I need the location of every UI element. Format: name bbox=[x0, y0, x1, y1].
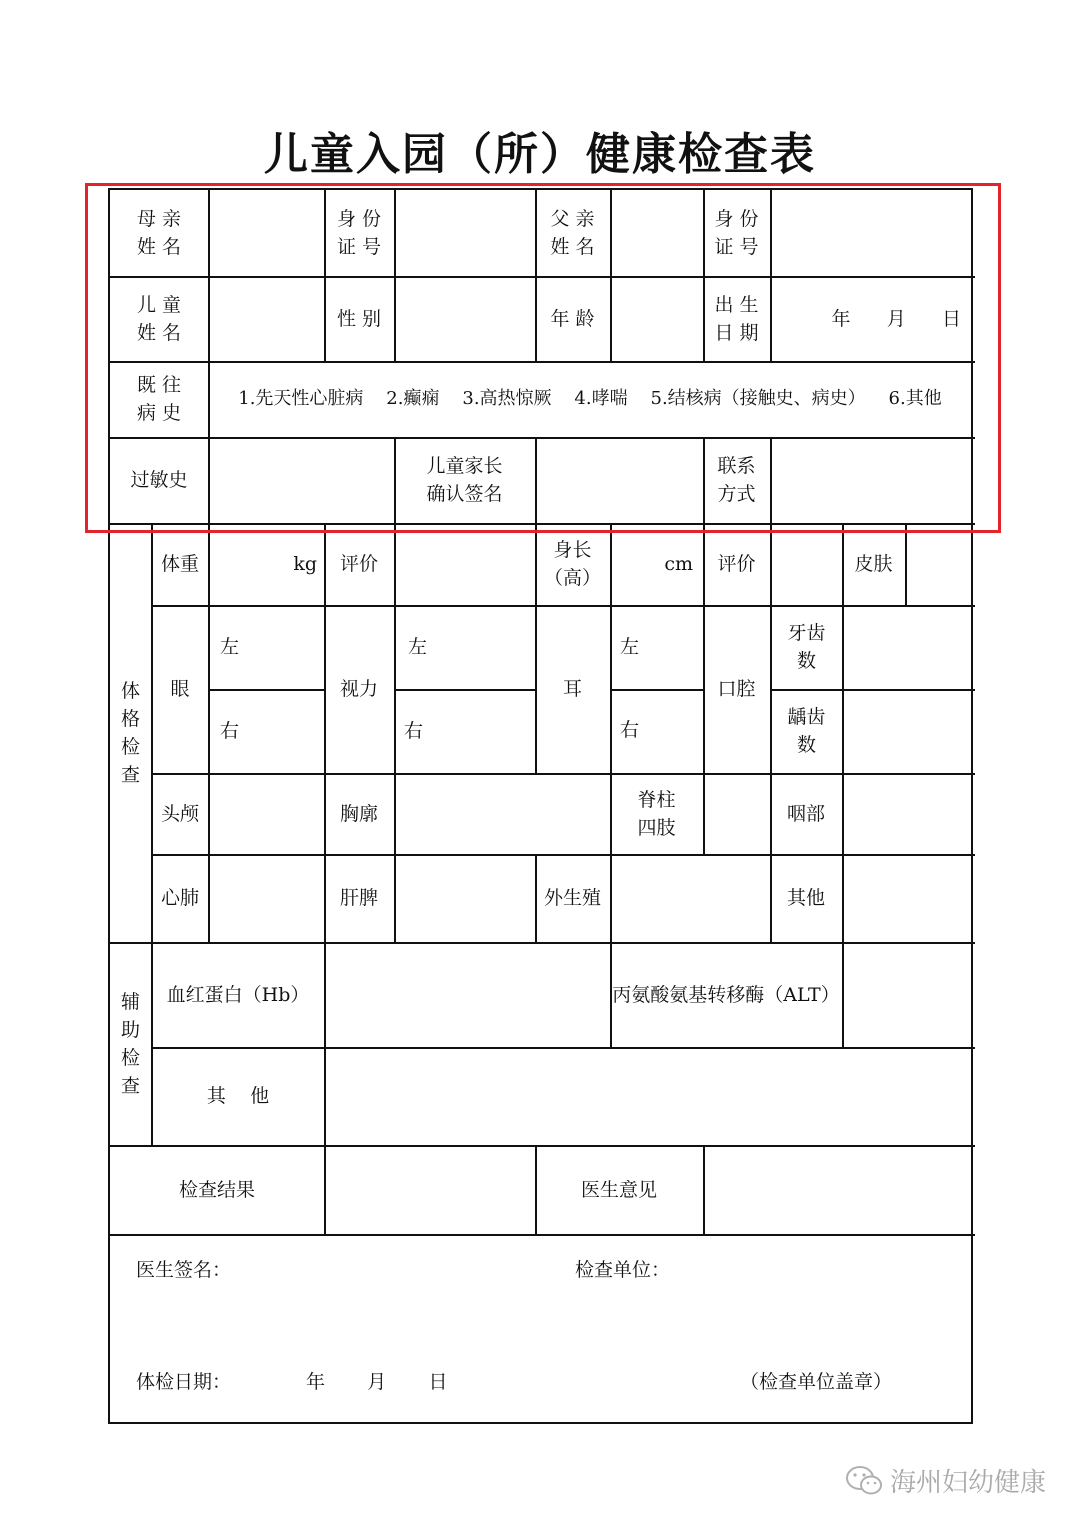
liver-spleen-field[interactable] bbox=[395, 854, 535, 942]
page-title: 儿童入园（所）健康检查表 bbox=[264, 129, 816, 180]
heart-lung-label: 心肺 bbox=[160, 887, 199, 909]
exam-result-label: 检查结果 bbox=[178, 1178, 255, 1201]
caries-count-label: 龋齿 数 bbox=[787, 706, 826, 756]
auxiliary-other-label: 其 他 bbox=[206, 1085, 270, 1107]
exam-unit-label[interactable]: 检查单位： bbox=[575, 1259, 671, 1281]
ear-label: 耳 bbox=[562, 678, 582, 700]
physical-exam-section-label: 体 格 检 查 bbox=[120, 679, 140, 786]
weight-evaluation-label: 评价 bbox=[339, 553, 378, 575]
mouth-label: 口腔 bbox=[717, 678, 756, 700]
unit-stamp-note: （检查单位盖章） bbox=[740, 1371, 893, 1393]
father-id-label: 身 份 证 号 bbox=[714, 208, 759, 258]
watermark-text: 海州妇幼健康 bbox=[889, 1468, 1046, 1498]
skin-label: 皮肤 bbox=[854, 553, 893, 575]
teeth-count-field[interactable] bbox=[843, 605, 971, 689]
spine-limbs-field[interactable] bbox=[704, 773, 770, 854]
child-name-label: 儿 童 姓 名 bbox=[136, 293, 182, 344]
height-evaluation-label: 评价 bbox=[717, 553, 756, 575]
caries-count-field[interactable] bbox=[843, 689, 971, 773]
exam-result-field[interactable] bbox=[325, 1145, 535, 1234]
age-label: 年 龄 bbox=[550, 307, 595, 330]
vision-left-label[interactable]: 左 bbox=[408, 636, 428, 658]
eye-label: 眼 bbox=[170, 678, 190, 700]
wechat-icon bbox=[844, 1464, 884, 1498]
doctor-opinion-label: 医生意见 bbox=[580, 1178, 657, 1201]
skin-field[interactable] bbox=[906, 523, 971, 605]
eye-left-label[interactable]: 左 bbox=[220, 636, 240, 658]
contact-label: 联系 方式 bbox=[717, 455, 756, 505]
watermark bbox=[844, 1462, 1046, 1499]
teeth-count-label: 牙齿 数 bbox=[787, 622, 826, 672]
birth-date-label: 出 生 日 期 bbox=[714, 293, 759, 344]
weight-unit[interactable]: kg bbox=[293, 553, 317, 575]
height-unit[interactable]: cm bbox=[664, 553, 693, 575]
chest-label: 胸廓 bbox=[339, 802, 378, 825]
alt-label: 丙氨酸氨基转移酶（ALT） bbox=[612, 983, 840, 1006]
weight-label: 体重 bbox=[160, 553, 199, 575]
doctor-signature-label[interactable]: 医生签名： bbox=[136, 1259, 232, 1281]
genitals-label: 外生殖 bbox=[543, 887, 601, 909]
chest-field[interactable] bbox=[395, 773, 610, 854]
doctor-opinion-field[interactable] bbox=[704, 1145, 971, 1234]
history-label: 既 往 病 史 bbox=[136, 374, 182, 424]
eye-right-label[interactable]: 右 bbox=[220, 720, 240, 742]
hemoglobin-field[interactable] bbox=[325, 942, 610, 1047]
physical-other-label: 其他 bbox=[786, 887, 825, 909]
gender-label: 性 别 bbox=[336, 307, 382, 330]
height-label: 身长 （高） bbox=[543, 539, 601, 589]
exam-date-label: 体检日期： bbox=[136, 1371, 232, 1393]
father-name-label: 父 亲 姓 名 bbox=[550, 208, 595, 258]
head-field[interactable] bbox=[209, 773, 324, 854]
head-label: 头颅 bbox=[160, 802, 199, 825]
vision-right-label[interactable]: 右 bbox=[404, 720, 424, 742]
allergy-label: 过敏史 bbox=[130, 469, 188, 491]
auxiliary-exam-section-label: 辅 助 检 查 bbox=[120, 990, 140, 1097]
mother-name-label: 母 亲 姓 名 bbox=[136, 208, 182, 258]
heart-lung-field[interactable] bbox=[209, 854, 324, 942]
highlight-box bbox=[85, 183, 1001, 533]
pharynx-field[interactable] bbox=[843, 773, 971, 854]
auxiliary-other-field[interactable] bbox=[325, 1047, 971, 1145]
history-options[interactable]: 1.先天性心脏病 2.癫痫 3.高热惊厥 4.哮喘 5.结核病（接触史、病史） 6.其他 bbox=[238, 388, 942, 409]
weight-evaluation-field[interactable] bbox=[395, 523, 535, 605]
genitals-field[interactable] bbox=[611, 854, 770, 942]
spine-limbs-label: 脊柱 四肢 bbox=[637, 788, 676, 839]
exam-date-field[interactable]: 年 月 日 bbox=[306, 1371, 448, 1393]
liver-spleen-label: 肝脾 bbox=[339, 887, 378, 909]
vision-label: 视力 bbox=[339, 678, 378, 700]
birth-date-field[interactable]: 年 月 日 bbox=[831, 307, 961, 330]
height-evaluation-field[interactable] bbox=[771, 523, 842, 605]
alt-field[interactable] bbox=[843, 942, 971, 1047]
hemoglobin-label: 血红蛋白（Hb） bbox=[166, 983, 310, 1006]
pharynx-label: 咽部 bbox=[786, 802, 825, 825]
ear-left-label[interactable]: 左 bbox=[620, 636, 640, 658]
parent-sign-label: 儿童家长 确认签名 bbox=[426, 455, 503, 505]
ear-right-label[interactable]: 右 bbox=[620, 719, 640, 741]
mother-id-label: 身 份 证 号 bbox=[336, 208, 382, 258]
physical-other-field[interactable] bbox=[843, 854, 971, 942]
